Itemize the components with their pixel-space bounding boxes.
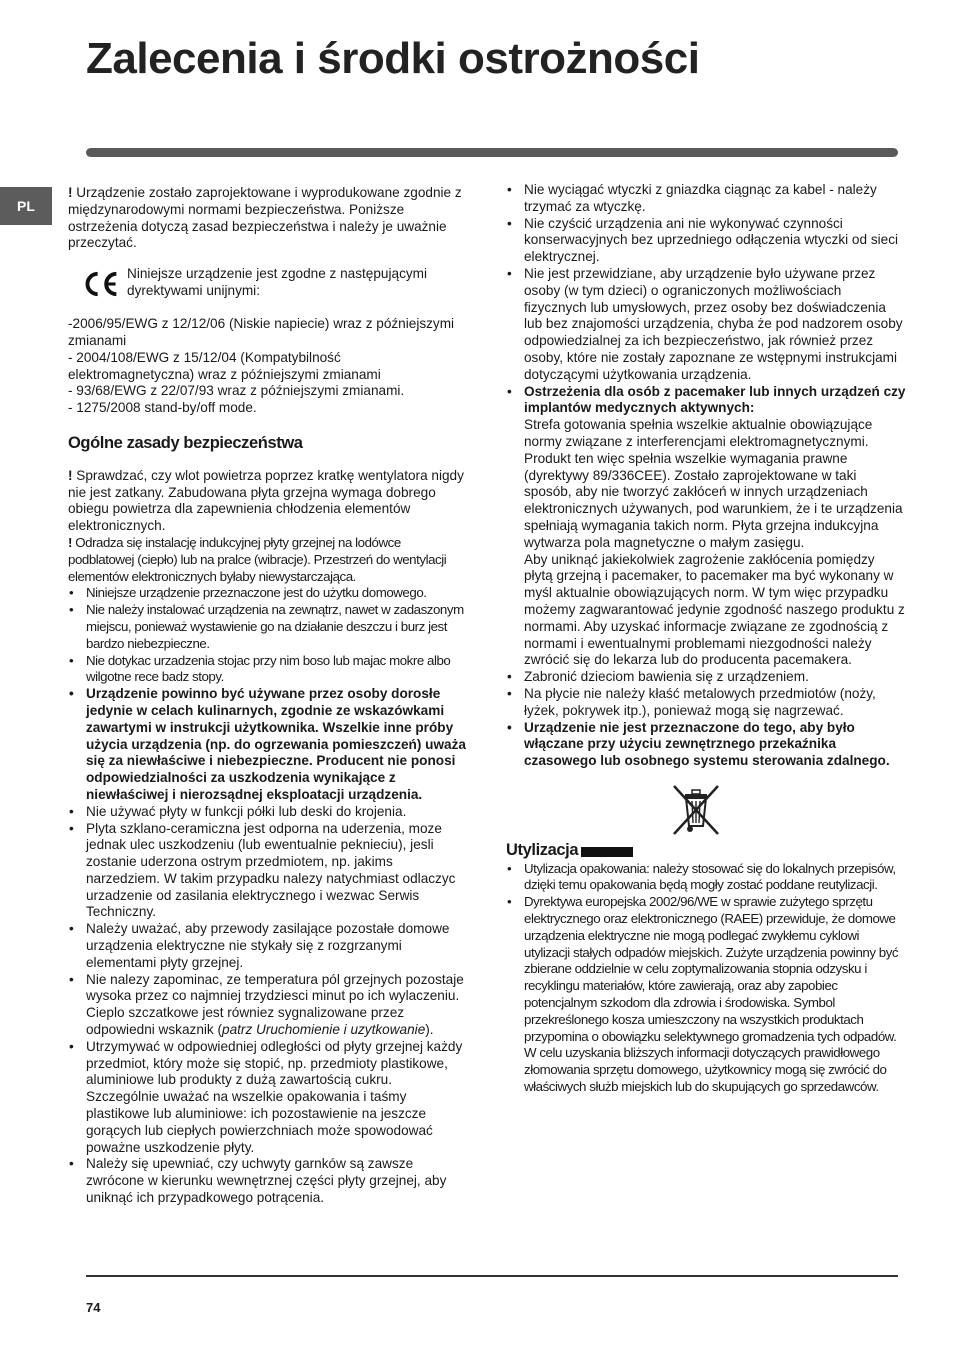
paragraph — [68, 535, 468, 585]
list-item: • Nie używać płyty w funkcji półki lub deski do krojenia. — [68, 804, 468, 821]
item-text: Nie nalezy zapominac, ze temperatura pól grzejnych pozostaje wysoka przez co najmniej trzydziesci minut po ich wylaczeniu. Cieplo szczatkowe jest równiez sygnalizowane przez odpowiedni wskaznik ( — [86, 971, 464, 1038]
warning-mark: ! — [68, 534, 72, 550]
directive-line: - 93/68/EWG z 22/07/93 wraz z późniejszymi zmianami. — [68, 383, 405, 399]
crossed-bin-icon — [668, 782, 724, 838]
list-item: • Utylizacja opakowania: należy stosować się do lokalnych przepisów, dzięki temu opakowania będą mogły zostać poddane reutylizacji. — [506, 861, 906, 895]
list-item — [68, 972, 468, 1039]
warning-mark: ! — [68, 467, 73, 483]
ce-text: Niniejsze urządzenie jest zgodne z następującymi dyrektywami unijnymi: — [127, 266, 428, 298]
list-item: • Niniejsze urządzenie przeznaczone jest do użytku domowego. — [68, 585, 468, 602]
safety-list — [68, 585, 468, 1206]
list-item: • Nie należy instalować urządzenia na zewnątrz, nawet w zadaszonym miejscu, ponieważ wystawienie go na działanie deszczu i burz jest bardzo niebezpieczne. — [68, 602, 468, 652]
list-item: • Nie czyścić urządzenia ani nie wykonywać czynności konserwacyjnych bez uprzedniego odłączenia wtyczki od sieci elektrycznej. — [506, 216, 906, 266]
intro-text: Urządzenie zostało zaprojektowane i wyprodukowane zgodnie z międzynarodowymi normami bezpieczeństwa. Poniższe ostrzeżenia dotyczą zasad bezpieczeństwa i należy je uważnie przeczytać. — [68, 185, 462, 251]
disposal-heading-text: Utylizacja — [506, 840, 579, 859]
list-item: • Urządzenie nie jest przeznaczone do tego, aby było włączane przy użyciu zewnętrznego przekaźnika czasowego lub osobnego systemu sterowania zdalnego. — [506, 720, 906, 770]
weee-symbol — [506, 782, 906, 838]
list-item: • Nie jest przewidziane, aby urządzenie było używane przez osoby (w tym dzieci) o ograniczonych możliwościach fizycznych lub umysłowych, przez osoby bez doświadczenia lub bez znajomości urządzenia, chyba że pod nadzorem osoby odpowiedzialnej za ich bezpieczeństwo, jak również przez osoby, które nie zostały zapoznane ze wstępnymi instrukcjami dotyczącymi użytkowania urządzenia. — [506, 266, 906, 384]
list-item: • Nie dotykac urzadzenia stojac przy nim boso lub majac mokre albo wilgotne rece badz stopy. — [68, 653, 468, 687]
list-item: • Należy się upewniać, czy uchwyty garnków są zawsze zwrócone w kierunku wewnętrznej części płyty grzejnej, aby uniknąć ich przypadkowego potrącenia. — [68, 1156, 468, 1206]
item-text: Produkt ten więc spełnia wszelkie wymagania prawne (dyrektywy 89/336CEE). Zostało zaprojektowane w taki sposób, aby nie tworzyć zakłóceń w innych urządzeniach elektronicznych używanych, pod warunkiem, że i te urządzenia spełniają wymagania takich norm. Płyta grzejna indukcyjna wytwarza pola magnetyczne o małym zasięgu. — [524, 450, 903, 550]
footer-rule — [86, 1275, 898, 1277]
disposal-heading — [506, 842, 906, 859]
ce-mark-icon — [82, 266, 121, 302]
list-item: • Utrzymywać w odpowiedniej odległości od płyty grzejnej każdy przedmiot, który może się stopić, np. przedmioty plastikowe, aluminiowe lub produkty z dużą zawartością cukru. Szczególnie uważać na wszelkie opakowania i taśmy plastikowe lub aluminiowe: ich pozostawienie na jeszcze gorących lub ciepłych powierzchniach może spowodować poważne uszkodzenie płyty. — [68, 1039, 468, 1157]
list-item: • Plyta szklano-ceramiczna jest odporna na uderzenia, moze jednak ulec uszkodzeniu (lub ewentualnie peknieciu), jesli zostanie uderzona ostrym przedmiotem, np. jakims narzedziem. W takim przypadku nalezy natychmiast odlaczyc urzadzenie od zasilania elektrycznego i wezwac Serwis Techniczny. — [68, 821, 468, 922]
item-text: • Dyrektywa europejska 2002/96/WE w sprawie zużytego sprzętu elektrycznego oraz elektronicznego (RAEE) przewiduje, że domowe urządzenia elektryczne nie mogą podlegać zwykłemu cyklowi utylizacji stałych odpadów miejskich. Zużyte urządzenia powinny być zbierane oddzielnie w celu zoptymalizowania stopnia odzysku i recyklingu materiałów, które zawierają, oraz aby zapobiec potencjalnym szkodom dla zdrowia i środowiska. Symbol przekreślonego kosza umieszczony na wszystkich produktach przypomina o obowiązku selektywnego gromadzenia tych odpadów. — [524, 894, 899, 1044]
warning-mark: ! — [68, 185, 73, 200]
directive-line: - 1275/2008 stand-by/off mode. — [68, 400, 257, 416]
item-text: Aby uniknąć jakiekolwiek zagrożenie zakłócenia pomiędzy płytą grzejną i pacemaker, to pacemaker ma być wykonany w myśl aktualnie obowiązujących norm. W tym więc przypadku możemy zagwarantować jedynie zgodność naszego produktu z normami. Aby uzyskać informacje związane ze zgodnością z normami i ewentualnymi problemami niezgodności należy zwrócić się do lekarza lub do producenta pacemakera. — [524, 551, 905, 668]
title-rule — [86, 148, 898, 157]
disposal-list — [506, 861, 906, 1096]
list-item: • Należy uważać, aby przewody zasilające pozostałe domowe urządzenia elektryczne nie stykały się z rozgrzanymi elementami płyty grzejnej. — [68, 921, 468, 971]
list-item — [506, 894, 906, 1096]
language-tab: PL — [0, 187, 52, 225]
paragraph-text: Odradza się instalację indukcyjnej płyty grzejnej na lodówce podblatowej (ciepło) lub na pralce (wibracje). Przestrzeń do wentylacji elementów elektronicznych byłaby niewystarczająca. — [68, 534, 447, 584]
safety-list — [506, 182, 906, 770]
directive-line: - 2004/108/EWG z 15/12/04 (Kompatybilność elektromagnetyczna) wraz z późniejszymi zmianami — [68, 349, 381, 382]
page-title: Zalecenia i środki ostrożności — [86, 34, 700, 83]
item-heading: • Ostrzeżenia dla osób z pacemaker lub innych urządzeń czy implantów medycznych aktywnych: — [524, 383, 906, 416]
item-text: ). — [425, 1022, 434, 1038]
directive-line: -2006/95/EWG z 12/12/06 (Niskie napiecie) wraz z późniejszymi zmianami — [68, 316, 455, 348]
item-text-italic: patrz Uruchomienie i uzytkowanie — [222, 1022, 426, 1038]
list-item: • Urządzenie powinno być używane przez osoby dorosłe jedynie w celach kulinarnych, zgodnie ze wskazówkami zawartymi w instrukcji użytkownika. Wszelkie inne próby użycia urządzenia (np. do ogrzewania pomieszczeń) uważa się za niewłaściwe i niebezpieczne. Producent nie ponosi odpowiedzialności za uszkodzenia wynikające z niewłaściwej i nierozsądnej eksploatacji urządzenia. — [68, 686, 468, 804]
right-column — [506, 182, 906, 1096]
item-text: W celu uzyskania bliższych informacji dotyczących prawidłowego złomowania sprzętu domowego, użytkownicy mogą się zwrócić do właściwych służb miejskich lub do skupujących go sprzedawców. — [524, 1045, 887, 1095]
list-item: • Nie wyciągać wtyczki z gniazdka ciągnąc za kabel - należy trzymać za wtyczkę. — [506, 182, 906, 216]
paragraph — [68, 468, 468, 535]
paragraph-text: Sprawdzać, czy wlot powietrza poprzez kratkę wentylatora nigdy nie jest zatkany. Zabudowana płyta grzejna wymaga dobrego obiegu powietrza dla zapewnienia chłodzenia elementów elektronicznych. — [68, 467, 464, 534]
page-number: 74 — [86, 1300, 101, 1315]
list-item: • Zabronić dzieciom bawienia się z urządzeniem. — [506, 669, 906, 686]
list-item — [506, 384, 906, 670]
list-item: • Na płycie nie należy kłaść metalowych przedmiotów (noży, łyżek, pokrywek itp.), ponieważ mogą się nagrzewać. — [506, 686, 906, 720]
left-column — [68, 185, 468, 1207]
ce-block — [82, 266, 468, 302]
intro-paragraph — [68, 185, 468, 252]
item-text: Strefa gotowania spełnia wszelkie aktualnie obowiązujące normy związane z interferencjami elektromagnetycznymi. — [524, 417, 873, 449]
section-heading: Ogólne zasady bezpieczeństwa — [68, 433, 303, 452]
heading-bar — [581, 847, 633, 857]
